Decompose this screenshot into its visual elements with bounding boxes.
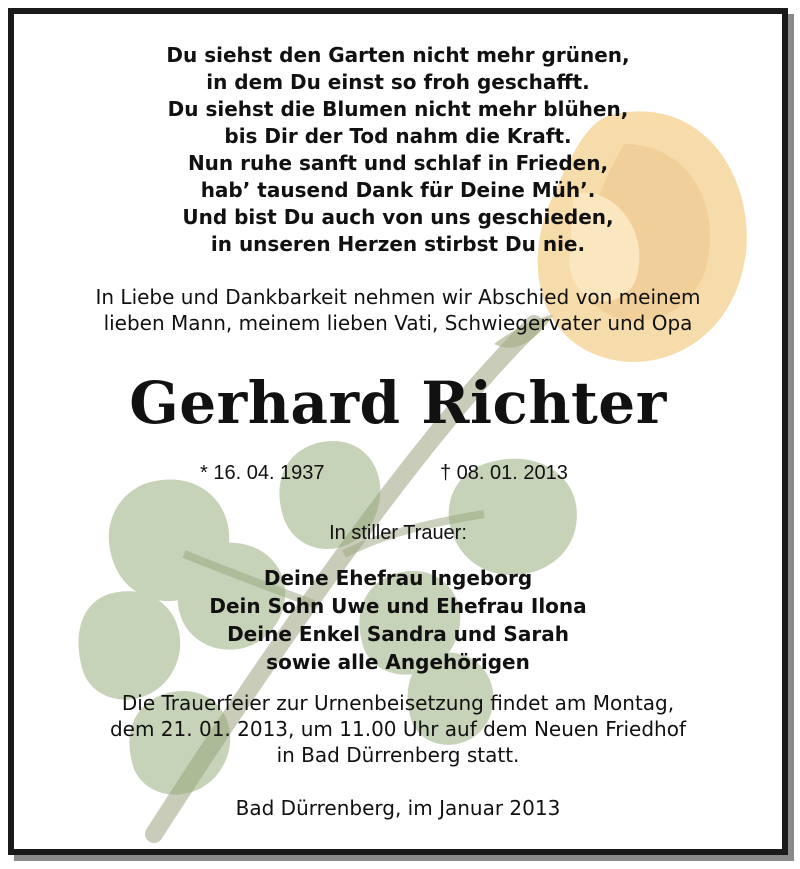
funeral-notice bbox=[14, 690, 782, 768]
intro-line: In Liebe und Dankbarkeit nehmen wir Abschied von meinem bbox=[95, 285, 701, 309]
poem-line: Du siehst den Garten nicht mehr grünen, bbox=[166, 43, 630, 67]
death-date: † 08. 01. 2013 bbox=[440, 462, 568, 484]
family-member: Deine Ehefrau Ingeborg bbox=[263, 566, 533, 590]
notice-line: Die Trauerfeier zur Urnenbeisetzung findet am Montag, bbox=[121, 691, 675, 715]
family-list bbox=[14, 564, 782, 676]
deceased-name: Gerhard Richter bbox=[129, 369, 667, 437]
birth-date: * 16. 04. 1937 bbox=[200, 462, 325, 484]
notice-line: dem 21. 01. 2013, um 11.00 Uhr auf dem Neuen Friedhof bbox=[109, 717, 687, 741]
poem-line: Und bist Du auch von uns geschieden, bbox=[182, 205, 614, 229]
poem-line: hab’ tausend Dank für Deine Müh’. bbox=[200, 178, 596, 202]
mourning-label: In stiller Trauer: bbox=[329, 522, 467, 544]
obituary-frame bbox=[8, 8, 788, 855]
poem-line: in dem Du einst so froh geschafft. bbox=[206, 70, 590, 94]
place-date: Bad Dürrenberg, im Januar 2013 bbox=[235, 796, 561, 820]
poem bbox=[14, 42, 782, 258]
family-member: sowie alle Angehörigen bbox=[266, 650, 530, 674]
farewell-intro bbox=[14, 284, 782, 336]
intro-line: lieben Mann, meinem lieben Vati, Schwiegervater und Opa bbox=[103, 311, 693, 335]
notice-line: in Bad Dürrenberg statt. bbox=[276, 743, 520, 767]
poem-line: Nun ruhe sanft und schlaf in Frieden, bbox=[187, 151, 609, 175]
poem-line: in unseren Herzen stirbst Du nie. bbox=[210, 232, 586, 256]
poem-line: bis Dir der Tod nahm die Kraft. bbox=[224, 124, 572, 148]
family-member: Dein Sohn Uwe und Ehefrau Ilona bbox=[209, 594, 587, 618]
family-member: Deine Enkel Sandra und Sarah bbox=[227, 622, 569, 646]
poem-line: Du siehst die Blumen nicht mehr blühen, bbox=[167, 97, 629, 121]
